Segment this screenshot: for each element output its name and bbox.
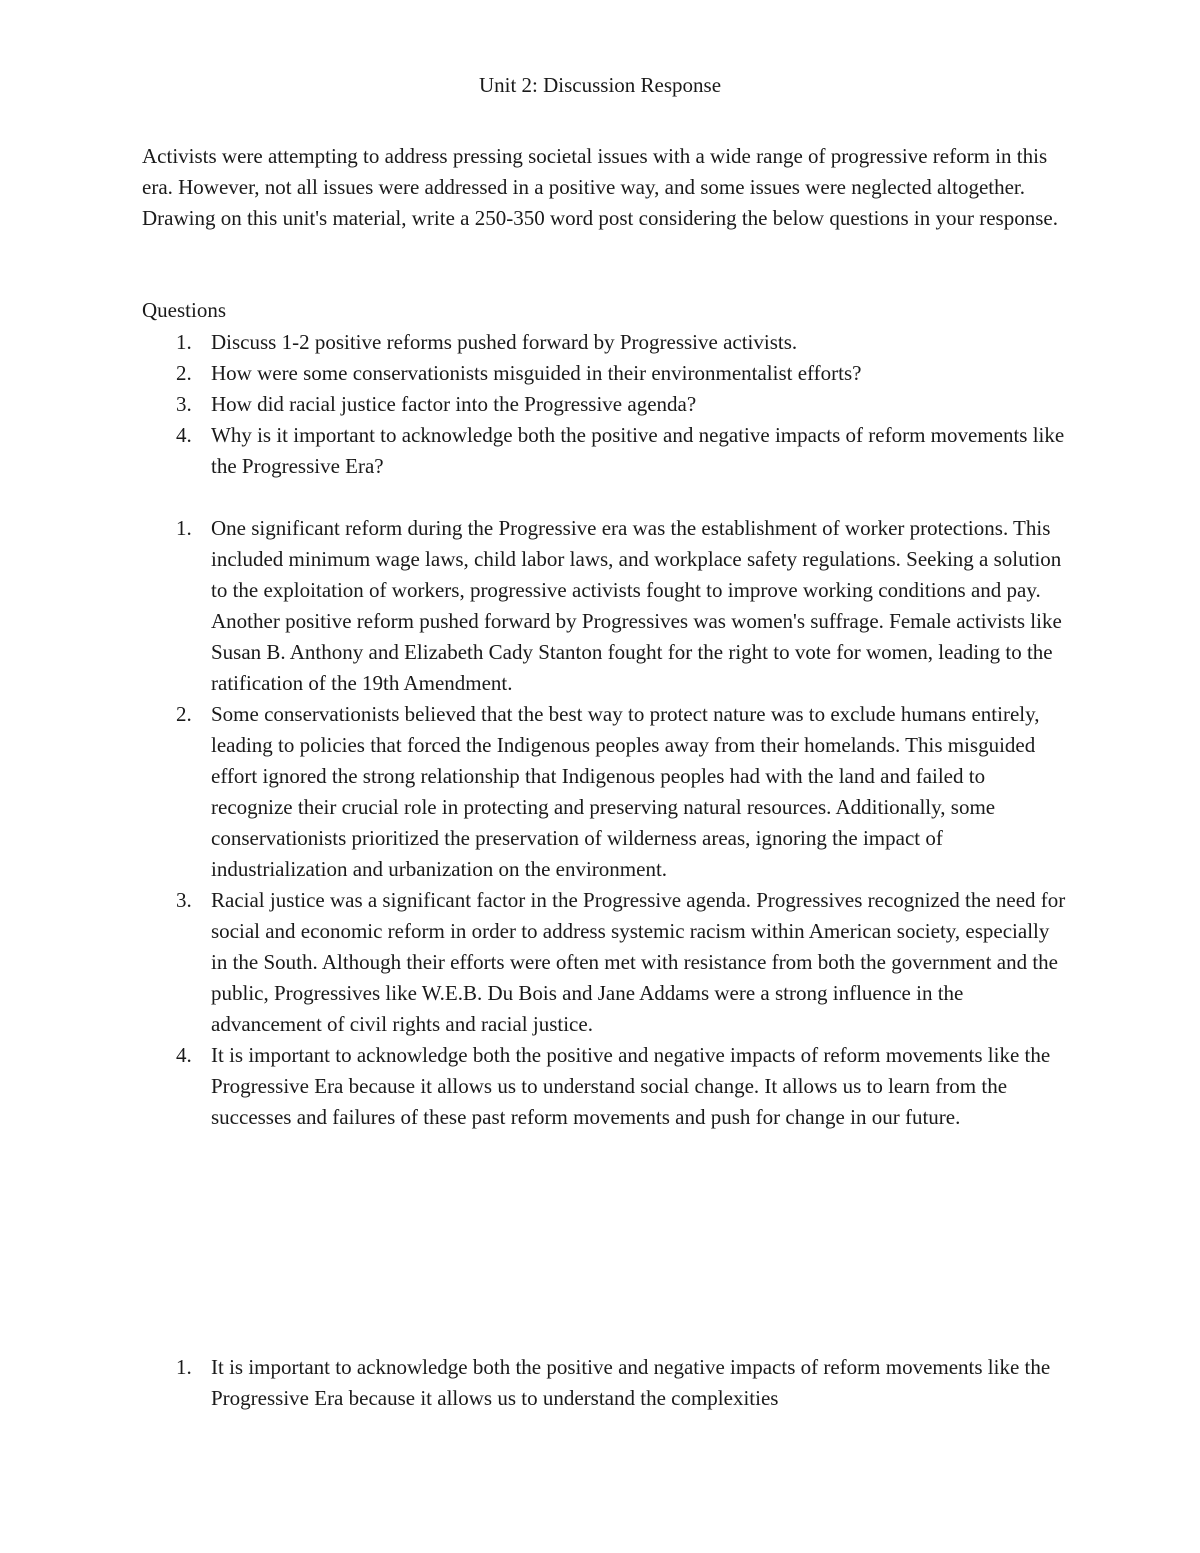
- list-item: [142, 1352, 1067, 1414]
- list-item-text: Why is it important to acknowledge both the positive and negative impacts of reform movements like the Progressive Era?: [211, 423, 1065, 478]
- list-item: [142, 513, 1067, 699]
- list-number: 3.: [176, 888, 192, 912]
- questions-heading: Questions: [142, 298, 226, 322]
- list-item-text: Discuss 1-2 positive reforms pushed forward by Progressive activists.: [211, 330, 798, 354]
- intro-paragraph: Activists were attempting to address pressing societal issues with a wide range of progressive reform in this era. However, not all issues were addressed in a positive way, and some issues were neglected altogether. Drawing on this unit's material, write a 250-350 word post considering the below questions in your response.: [142, 144, 1058, 230]
- list-item-text: Racial justice was a significant factor in the Progressive agenda. Progressives recognized the need for social and economic reform in order to address systemic racism within American society, especially in the South. Although their efforts were often met with resistance from both the government and the public, Progressives like W.E.B. Du Bois and Jane Addams were a strong influence in the advancement of civil rights and racial justice.: [211, 888, 1066, 1036]
- list-item: [142, 885, 1067, 1040]
- list-number: 4.: [176, 1043, 192, 1067]
- list-item-text: Some conservationists believed that the best way to protect nature was to exclude humans entirely, leading to policies that forced the Indigenous peoples away from their homelands. This misguided effort ignored the strong relationship that Indigenous peoples had with the land and failed to recognize their crucial role in protecting and preserving natural resources. Additionally, some conservationists prioritized the preservation of wilderness areas, ignoring the impact of industrialization and urbanization on the environment.: [211, 702, 1040, 881]
- list-item: [142, 358, 1067, 389]
- list-number: 1.: [176, 330, 192, 354]
- list-item: [142, 327, 1067, 358]
- list-item-text: One significant reform during the Progressive era was the establishment of worker protections. This included minimum wage laws, child labor laws, and workplace safety regulations. Seeking a solution to the exploitation of workers, progressive activists fought to improve working conditions and pay. Another positive reform pushed forward by Progressives was women's suffrage. Female activists like Susan B. Anthony and Elizabeth Cady Stanton fought for the right to vote for women, leading to the ratification of the 19th Amendment.: [211, 516, 1062, 695]
- list-item-text: How were some conservationists misguided in their environmentalist efforts?: [211, 361, 862, 385]
- list-item-text: It is important to acknowledge both the positive and negative impacts of reform movements like the Progressive Era because it allows us to understand the complexities: [211, 1355, 1051, 1410]
- list-number: 1.: [176, 516, 192, 540]
- list-number: 4.: [176, 423, 192, 447]
- list-item: [142, 699, 1067, 885]
- list-item: [142, 389, 1067, 420]
- answers-list: [142, 513, 1067, 1133]
- list-number: 2.: [176, 702, 192, 726]
- list-item-text: How did racial justice factor into the Progressive agenda?: [211, 392, 697, 416]
- list-number: 1.: [176, 1355, 192, 1379]
- list-item: [142, 420, 1067, 482]
- list-item: [142, 1040, 1067, 1133]
- list-number: 2.: [176, 361, 192, 385]
- list-item-text: It is important to acknowledge both the positive and negative impacts of reform movements like the Progressive Era because it allows us to understand social change. It allows us to learn from the successes and failures of these past reform movements and push for change in our future.: [211, 1043, 1051, 1129]
- questions-list: [142, 327, 1067, 482]
- extra-list: [142, 1352, 1067, 1414]
- list-number: 3.: [176, 392, 192, 416]
- document-title: Unit 2: Discussion Response: [478, 73, 722, 97]
